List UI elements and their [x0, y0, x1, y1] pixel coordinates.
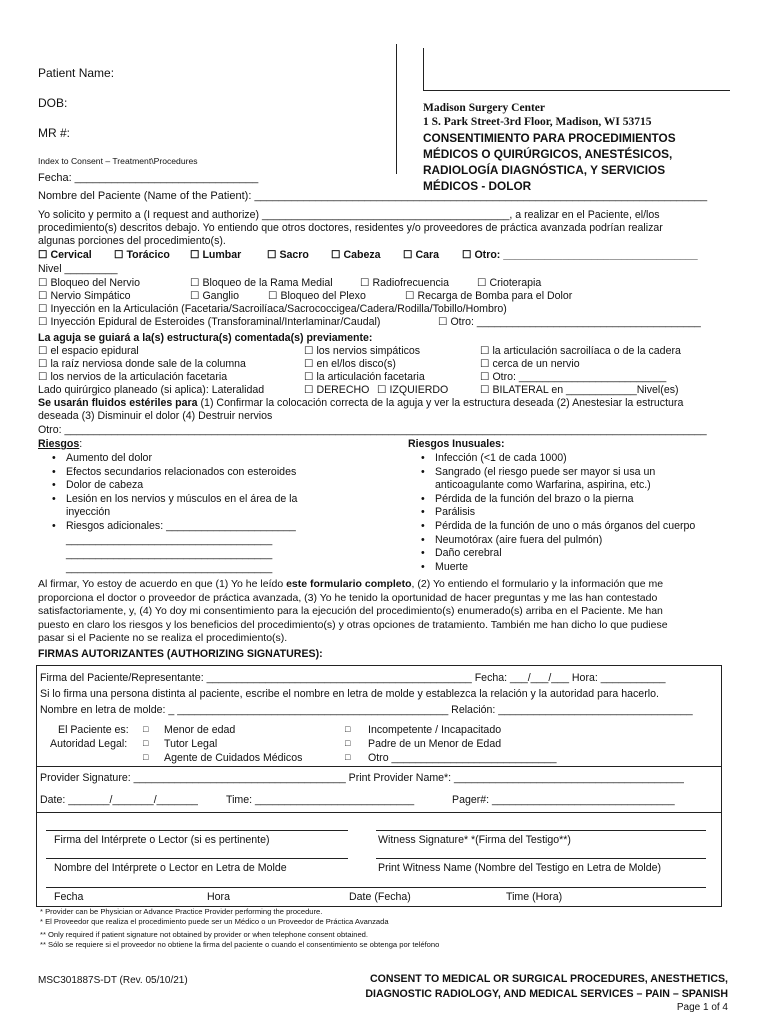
option-agente-cuidados: Agente de Cuidados Médicos: [164, 752, 303, 764]
proc-bloqueo-plexo[interactable]: ☐ Bloqueo del Plexo: [268, 290, 366, 302]
unusual-risk-item: • Infección (<1 de cada 1000): [421, 452, 721, 466]
autoridad-legal-label: Autoridad Legal:: [50, 738, 128, 750]
consent-post: , (2) Yo entiendo el formulario y la información que me: [411, 578, 664, 590]
risk-blank-line: ___________________________________: [66, 548, 273, 560]
provider-signature-line[interactable]: Provider Signature: ____________________________________ Print Provider Name*: _______________________________________: [40, 772, 684, 784]
proxy-instruction: Si lo firma una persona distinta al paciente, escribe el nombre en letra de molde y establezca la relación y la autoridad para hacerlo.: [40, 688, 659, 700]
interpreter-signature-label: Firma del Intérprete o Lector (si es pertinente): [54, 834, 270, 846]
proc-nervio-simpatico[interactable]: ☐ Nervio Simpático: [38, 290, 131, 302]
fluids-rest: (1) Confirmar la colocación correcta de la aguja y ver la estructura deseada (2) Anestesiar la estructura: [197, 397, 684, 409]
risk-item: • Lesión en los nervios y músculos en el área de la inyección: [52, 493, 320, 520]
risk-item: • Dolor de cabeza: [52, 479, 320, 493]
footnote: * El Proveedor que realiza el procedimiento puede ser un Médico o un Proveedor de Práctica Avanzada: [40, 917, 389, 926]
time-line[interactable]: Time: ___________________________: [226, 794, 415, 806]
risk-item: • Riesgos adicionales: ______________________: [52, 520, 320, 534]
unusual-risk-item: • Pérdida de la función de uno o más órganos del cuerpo: [421, 520, 721, 534]
needle-heading: La aguja se guiará a la(s) estructura(s) comentada(s) previamente:: [38, 332, 373, 344]
center-address: 1 S. Park Street-3rd Floor, Madison, WI 53715: [423, 116, 652, 128]
checkbox[interactable]: □: [345, 724, 351, 734]
divider: [36, 812, 722, 813]
level-sacro[interactable]: ☐ Sacro: [267, 249, 309, 261]
form-number: MSC301887S-DT (Rev. 05/10/21): [38, 975, 188, 986]
pager-line[interactable]: Pager#: _______________________________: [452, 794, 675, 806]
signatures-heading: FIRMAS AUTORIZANTES (AUTHORIZING SIGNATURES):: [38, 648, 323, 660]
label-box-corner: [423, 48, 730, 91]
needle-cerca-nervio[interactable]: ☐ cerca de un nervio: [480, 358, 580, 370]
unusual-risk-item: • Sangrado (el riesgo puede ser mayor si usa un anticoagulante como Warfarina, aspirina, etc.): [421, 466, 721, 493]
level-lumbar[interactable]: ☐ Lumbar: [190, 249, 242, 261]
unusual-risk-item: • Daño cerebral: [421, 547, 721, 561]
request-line-1: Yo solicito y permito a (I request and authorize) __________________________________________, a realizar en el Paciente, el/los: [38, 209, 660, 221]
laterality-derecho[interactable]: ☐ DERECHO: [304, 384, 370, 396]
signature-rule: [46, 858, 348, 859]
print-name-line[interactable]: Nombre en letra de molde: _ ______________________________________________ Relación: _________________________________: [40, 704, 693, 716]
proc-rama-medial[interactable]: ☐ Bloqueo de la Rama Medial: [190, 277, 333, 289]
risk-item: • Aumento del dolor: [52, 452, 320, 466]
checkbox[interactable]: □: [143, 724, 149, 734]
unusual-risks-list: [421, 452, 721, 574]
patient-name-label: Patient Name:: [38, 66, 115, 80]
title-line: MÉDICOS O QUIRÚRGICOS, ANESTÉSICOS,: [423, 147, 673, 161]
option-tutor-legal: Tutor Legal: [164, 738, 218, 750]
signature-rule: [46, 887, 706, 888]
request-line-2: procedimiento(s) descritos debajo. Yo entiendo que otros doctores, residentes y/o proveedores de práctica avanzada podrían realizar: [38, 222, 663, 234]
proc-radiofrecuencia[interactable]: ☐ Radiofrecuencia: [360, 277, 449, 289]
proc-otro[interactable]: ☐ Otro: ______________________________________: [438, 316, 701, 328]
consent-paragraph: [38, 578, 668, 646]
interpreter-print-name-label: Nombre del Intérprete o Lector en Letra de Molde: [54, 862, 287, 874]
risk-blank-line: ___________________________________: [66, 562, 273, 574]
page-number: Page 1 of 4: [676, 1002, 728, 1013]
index-label: Index to Consent – Treatment\Procedures: [38, 156, 198, 166]
level-cervical[interactable]: ☐ Cervical: [38, 249, 92, 261]
needle-discos[interactable]: ☐ en el/los disco(s): [304, 358, 396, 370]
proc-crioterapia[interactable]: ☐ Crioterapia: [477, 277, 542, 289]
witness-print-name-label: Print Witness Name (Nombre del Testigo en Letra de Molde): [378, 862, 662, 874]
patient-name-line: Nombre del Paciente (Name of the Patient): __________________________________________________________________________: [38, 190, 708, 202]
laterality-izquierdo[interactable]: ☐ IZQUIERDO: [377, 384, 449, 396]
consent-line: pasar si el Paciente no se realiza el procedimiento(s).: [38, 632, 288, 644]
unusual-risk-item: • Pérdida de la función del brazo o la pierna: [421, 493, 721, 507]
level-otro[interactable]: ☐ Otro: _________________________________: [462, 249, 698, 261]
option-menor-de-edad: Menor de edad: [164, 724, 236, 736]
fluids-line-1: [38, 397, 683, 409]
consent-line: proporciona el doctor o proveedor de práctica avanzada, (3) Yo he tenido la oportunidad de hacer preguntas y me las han contestado: [38, 591, 658, 604]
fluids-line-2: deseada (3) Disminuir el dolor (4) Destruir nervios: [38, 410, 273, 422]
level-toracico[interactable]: ☐ Torácico: [114, 249, 170, 261]
hora-label: Hora: [207, 891, 230, 903]
checkbox[interactable]: □: [345, 752, 351, 762]
risks-heading-text: Riesgos: [38, 438, 80, 450]
footer-title-line-2: DIAGNOSTIC RADIOLOGY, AND MEDICAL SERVICES – PAIN – SPANISH: [365, 988, 728, 1000]
date-fecha-label: Date (Fecha): [349, 891, 411, 903]
title-line: MÉDICOS - DOLOR: [423, 179, 532, 193]
unusual-risk-item: • Neumotórax (aire fuera del pulmón): [421, 534, 721, 548]
checkbox[interactable]: □: [345, 738, 351, 748]
needle-otro[interactable]: ☐ Otro: _________________________: [480, 371, 667, 383]
level-cabeza[interactable]: ☐ Cabeza: [331, 249, 381, 261]
dob-label: DOB:: [38, 96, 68, 110]
title-line: RADIOLOGÍA DIAGNÓSTICA, Y SERVICIOS: [423, 163, 666, 177]
needle-sacroiliaca[interactable]: ☐ la articulación sacroilíaca o de la cadera: [480, 345, 681, 357]
consent-pre: Al firmar, Yo estoy de acuerdo en que (1) Yo he leído: [38, 578, 287, 590]
el-paciente-es-label: El Paciente es:: [58, 724, 129, 736]
request-line-3: algunas porciones del procedimiento(s).: [38, 235, 226, 247]
nivel-line: Nivel _________: [38, 263, 118, 275]
time-hora-label: Time (Hora): [506, 891, 563, 903]
risks-list: [52, 452, 320, 534]
proc-inyeccion-articulacion[interactable]: ☐ Inyección en la Articulación (Facetaria/Sacroilíaca/Sacrococcigea/Cadera/Rodilla/Tobillo/Hombro): [38, 303, 507, 315]
witness-signature-label: Witness Signature* *(Firma del Testigo**): [378, 834, 571, 846]
footnote: * Provider can be Physician or Advance Practice Provider performing the procedure.: [40, 907, 323, 916]
center-name: Madison Surgery Center: [423, 102, 546, 114]
needle-nervios-simpaticos[interactable]: ☐ los nervios simpáticos: [304, 345, 421, 357]
checkbox[interactable]: □: [143, 738, 149, 748]
mr-label: MR #:: [38, 126, 71, 140]
footer-title-line-1: CONSENT TO MEDICAL OR SURGICAL PROCEDURES, ANESTHETICS,: [369, 973, 728, 985]
laterality-bilateral[interactable]: ☐ BILATERAL en ____________Nivel(es): [480, 384, 679, 396]
document-title: [423, 130, 676, 194]
proc-bloqueo-nervio[interactable]: ☐ Bloqueo del Nervio: [38, 277, 140, 289]
otro-line: Otro: _____________________________________________________________________________________________________________: [38, 424, 707, 436]
unusual-risk-item: • Muerte: [421, 561, 721, 575]
needle-raiz-nerviosa[interactable]: ☐ la raíz nerviosa donde sale de la columna: [38, 358, 246, 370]
footnote: ** Only required if patient signature not obtained by provider or when telephone consent obtained.: [40, 930, 369, 939]
fluids-bold: Se usarán fluidos estériles para: [38, 397, 198, 409]
risk-item: • Efectos secundarios relacionados con esteroides: [52, 466, 320, 480]
divider: [36, 766, 722, 767]
date-line[interactable]: Date: _______/_______/_______: [40, 794, 198, 806]
option-incompetente: Incompetente / Incapacitado: [368, 724, 502, 736]
fecha-label: Fecha: [54, 891, 84, 903]
proc-ganglio[interactable]: ☐ Ganglio: [190, 290, 239, 302]
representative-signature-line[interactable]: Firma del Paciente/Representante: _____________________________________________ Fecha: ___/___/___ Hora: ___________: [40, 672, 666, 684]
needle-nervios-facetaria[interactable]: ☐ los nervios de la articulación facetaria: [38, 371, 228, 383]
needle-articulacion-facetaria[interactable]: ☐ la articulación facetaria: [304, 371, 425, 383]
consent-line: [38, 578, 668, 592]
consent-line: satisfactoriamente, y, (4) Yo doy mi consentimiento para la ejecución del procedimiento(s) enumerado(s) arriba en el Paciente. Me han: [38, 605, 663, 617]
signature-rule: [376, 858, 706, 859]
title-line: CONSENTIMIENTO PARA PROCEDIMIENTOS: [423, 131, 676, 145]
risks-heading: [38, 438, 82, 450]
level-cara[interactable]: ☐ Cara: [403, 249, 439, 261]
unusual-risk-item: • Parálisis: [421, 506, 721, 520]
signature-rule: [376, 830, 706, 831]
needle-espacio-epidural[interactable]: ☐ el espacio epidural: [38, 345, 139, 357]
consent-bold: este formulario completo: [286, 578, 412, 590]
laterality-label: Lado quirúrgico planeado (si aplica): Lateralidad: [38, 384, 265, 396]
checkbox[interactable]: □: [143, 752, 149, 762]
risks-heading-colon: :: [79, 438, 83, 450]
consent-line: puesto en claro los riesgos y los beneficios del procedimiento(s) y otras opciones de tratamiento. También me han dicho lo que pudiese: [38, 618, 668, 631]
unusual-risks-heading: Riesgos Inusuales:: [408, 438, 505, 450]
proc-inyeccion-epidural[interactable]: ☐ Inyección Epidural de Esteroides (Transforaminal/Interlaminar/Caudal): [38, 316, 381, 328]
fecha-line: Fecha: ______________________________: [38, 172, 259, 184]
signature-rule: [46, 830, 348, 831]
patient-label-box: [24, 44, 397, 174]
footnote: ** Sólo se requiere si el proveedor no obtiene la firma del paciente o cuando el consentimiento se obtenga por teléfono: [40, 940, 440, 949]
proc-recarga-bomba[interactable]: ☐ Recarga de Bomba para el Dolor: [405, 290, 573, 302]
option-padre-menor: Padre de un Menor de Edad: [368, 738, 502, 750]
option-otro: Otro ____________________________: [368, 752, 557, 764]
risk-blank-line: ___________________________________: [66, 534, 273, 546]
